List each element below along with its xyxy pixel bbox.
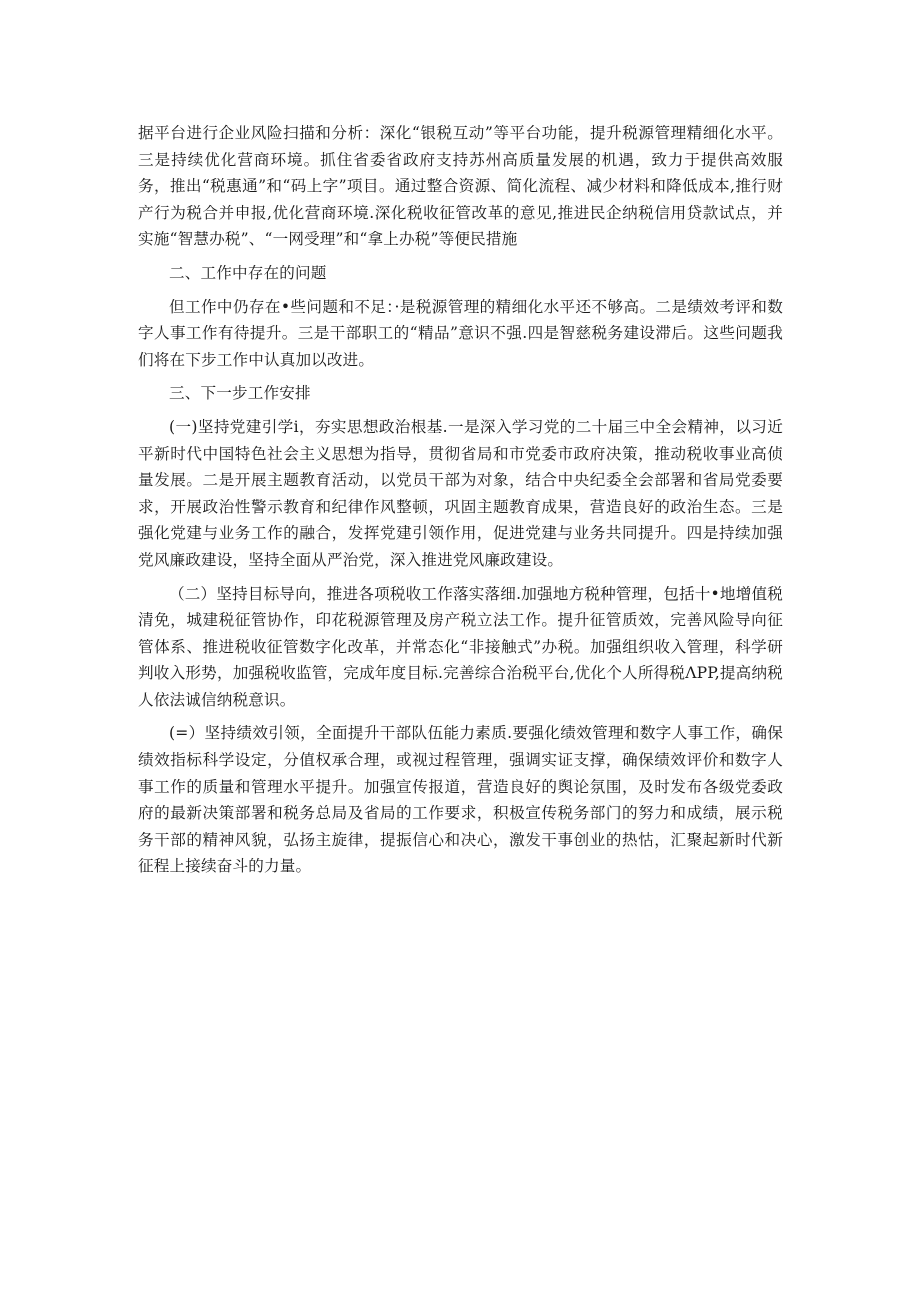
paragraph-continued: 据平台进行企业风险扫描和分析：深化“银税互动”等平台功能，提升税源管理精细化水平。三是持续优化营商环境。抓住省委省政府支持苏州高质量发展的机遇，致力于提供高效服务，推出“税惠通”和“码上字”项目。通过整合资源、简化流程、减少材料和降低成本,推行财产行为税合并申报,优化营商环境.深化税收征管改革的意见,推进民企纳税信用贷款试点，并实施“智慧办税”、“一网受理”和“拿上办税”等便民措施 — [138, 124, 783, 249]
paragraph-performance: (=）坚持绩效引领，全面提升干部队伍能力素质.要强化绩效管理和数字人事工作，确保绩效指标科学设定，分值权承合理，或视过程管理，强调实证支撑，确保绩效评价和数字人事工作的质量和管理水平提升。加强宣传报道，营造良好的舆论氛围，及时发布各级党委政府的最新决策部署和税务总局及省局的工作要求，积极宣传税务部门的努力和成绩，展示税务干部的精神风貌，弘扬主旋律，提振信心和决心，激发干事创业的热怙，汇聚起新时代新征程上接续奋斗的力量。 — [138, 724, 783, 876]
section-heading-next-steps: 三、下一步工作安排 — [169, 384, 311, 403]
section-heading-problems: 二、工作中存在的问题 — [169, 263, 327, 282]
paragraph-problems: 但工作中仍存在•些问题和不足：·是税源管理的精细化水平还不够高。二是绩效考评和数字人事工作有待提升。三是干部职工的“精品”意识不强.四是智慈税务建设滞后。这些问题我们将在下步工作中认真加以改进。 — [138, 297, 783, 369]
document-page — [138, 120, 783, 887]
paragraph-party-building: (一)坚持党建引学i，夯实思想政治根基.一是深入学习党的二十届三中全会精神，以习近平新时代中国特色社会主义思想为指导，贯彻省局和市党委市政府决策，推动税收事业高侦量发展。二是开展主题教育活动，以党员干部为对象，结合中央纪委全会部署和省局党委要求，开展政治性警示教育和纪律作风整顿，巩固主题教育成果，营造良好的政治生态。三是强化党建与业务工作的融合，发挥党建引领作用，促进党建与业务共同提升。四是持续加强党风廉政建设，坚持全面从严治党，深入推进党风廉政建设。 — [138, 417, 783, 569]
paragraph-goal-orientation: （二）坚持目标导向，推进各项税收工作落实落细.加强地方税种管理，包括十•地增值税清免，城建税征管协作，印花税源管理及房产税立法工作。提升征管质效，完善风险导向征管体系、推进税收征管数字化改革，并常态化“非接触式”办税。加强组织收入管理，科学研判收入形势，加强税收监管，完成年度目标.完善综合治税平台,优化个人所得税ΛPP,提高纳税人依法诚信纳税意识。 — [138, 584, 783, 709]
